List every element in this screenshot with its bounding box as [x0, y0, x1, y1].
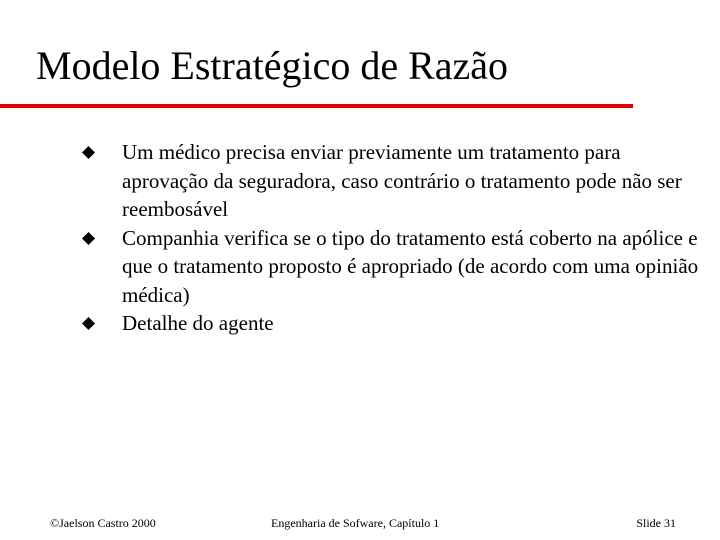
- bullet-item: [80, 309, 700, 338]
- bullet-text: Detalhe do agente: [122, 311, 274, 335]
- bullet-text: Companhia verifica se o tipo do tratamento está coberto na apólice e que o tratamento proposto é apropriado (de acordo com uma opinião médica): [122, 225, 699, 307]
- diamond-bullet-icon: [82, 232, 95, 245]
- bullet-item: [80, 224, 700, 310]
- title-underline: [0, 104, 633, 108]
- diamond-bullet-icon: [82, 317, 95, 330]
- bullet-list: [80, 138, 700, 338]
- footer-course: Engenharia de Sofware, Capítulo 1: [271, 516, 440, 530]
- bullet-text: Um médico precisa enviar previamente um tratamento para aprovação da seguradora, caso contrário o tratamento pode não ser reembosável: [122, 140, 682, 221]
- slide-title: Modelo Estratégico de Razão: [36, 43, 509, 88]
- footer-copyright: ©Jaelson Castro 2000: [50, 516, 156, 530]
- diamond-bullet-icon: [82, 146, 95, 159]
- bullet-item: [80, 138, 700, 224]
- footer-slide-number: Slide 31: [636, 516, 676, 530]
